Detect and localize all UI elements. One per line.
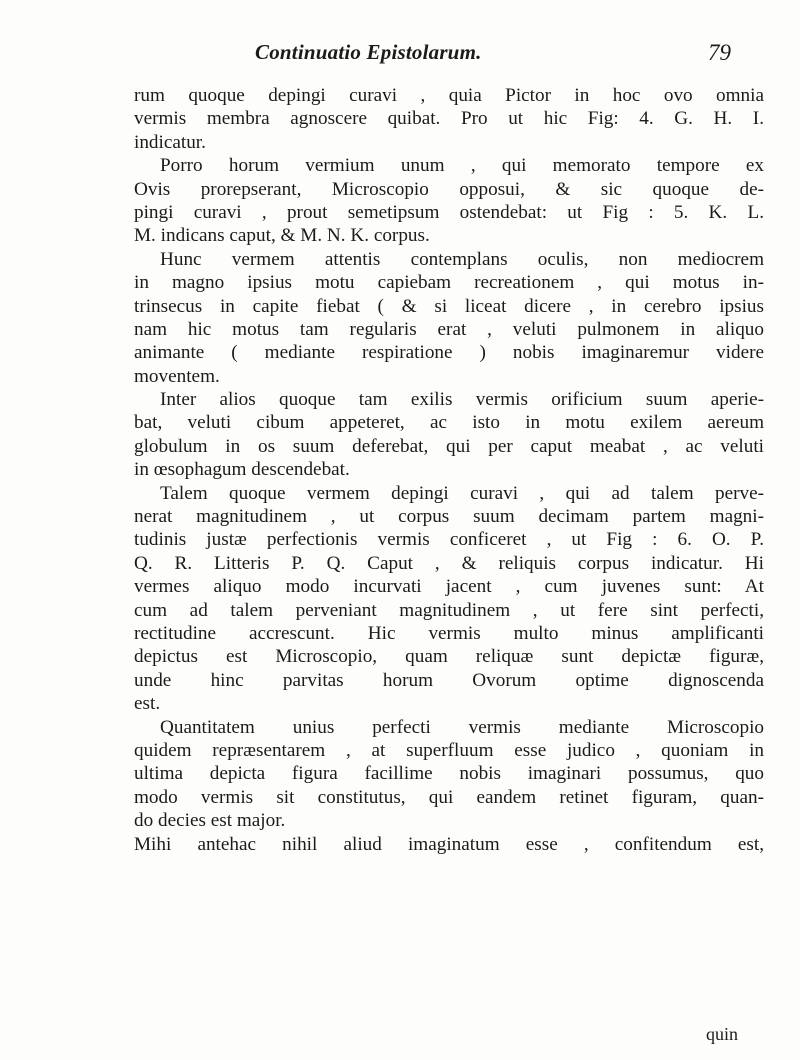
text-line: in magno ipsius motu capiebam recreationem , qui motus in- bbox=[134, 272, 764, 294]
running-head bbox=[0, 40, 800, 80]
text-line: rectitudine accrescunt. Hic vermis multo minus amplificanti bbox=[134, 622, 764, 644]
text-line: in œsophagum descendebat. bbox=[134, 459, 350, 481]
text-line: est. bbox=[134, 693, 161, 715]
text-line: cum ad talem perveniant magnitudinem , ut fere sint perfecti, bbox=[134, 599, 764, 621]
text-line: vermes aliquo modo incurvati jacent , cum juvenes sunt: At bbox=[134, 576, 764, 598]
text-line: Hunc vermem attentis contemplans oculis, non mediocrem bbox=[160, 248, 764, 270]
catchword: quin bbox=[706, 1024, 739, 1044]
text-line: depictus est Microscopio, quam reliquæ sunt depictæ figuræ, bbox=[134, 646, 764, 668]
text-line: ultima depicta figura facillime nobis imaginari possumus, quo bbox=[134, 763, 764, 785]
running-title: Continuatio Epistolarum. bbox=[255, 40, 482, 64]
text-line: animante ( mediante respiratione ) nobis imaginaremur videre bbox=[134, 342, 764, 364]
text-line: vermis membra agnoscere quibat. Pro ut hic Fig: 4. G. H. I. bbox=[134, 108, 764, 130]
text-line: unde hinc parvitas horum Ovorum optime dignoscenda bbox=[134, 669, 764, 691]
text-line: Inter alios quoque tam exilis vermis orificium suum aperie- bbox=[160, 389, 764, 411]
text-line: nerat magnitudinem , ut corpus suum decimam partem magni- bbox=[134, 506, 764, 528]
text-line: bat, veluti cibum appeteret, ac isto in motu exilem aereum bbox=[134, 412, 764, 434]
page-number: 79 bbox=[708, 40, 731, 65]
text-line: quidem repræsentarem , at superfluum esse judico , quoniam in bbox=[134, 739, 764, 761]
text-line: indicatur. bbox=[134, 131, 206, 153]
text-line: nam hic motus tam regularis erat , veluti pulmonem in aliquo bbox=[134, 318, 764, 340]
text-line: M. indicans caput, & M. N. K. corpus. bbox=[134, 225, 430, 247]
text-line: rum quoque depingi curavi , quia Pictor in hoc ovo omnia bbox=[134, 85, 764, 106]
text-line: globulum in os suum deferebat, qui per caput meabat , ac veluti bbox=[134, 435, 764, 457]
text-line: modo vermis sit constitutus, qui eandem retinet figuram, quan- bbox=[134, 786, 764, 808]
text-line: do decies est major. bbox=[134, 810, 286, 832]
text-line: Talem quoque vermem depingi curavi , qui ad talem perve- bbox=[160, 482, 764, 504]
body-text bbox=[134, 84, 764, 856]
text-line: Mihi antehac nihil aliud imaginatum esse , confitendum est, bbox=[134, 833, 764, 855]
text-line: Q. R. Litteris P. Q. Caput , & reliquis corpus indicatur. Hi bbox=[134, 552, 764, 574]
text-line: Porro horum vermium unum , qui memorato tempore ex bbox=[160, 155, 764, 177]
text-line: moventem. bbox=[134, 365, 220, 387]
text-line: pingi curavi , prout semetipsum ostendebat: ut Fig : 5. K. L. bbox=[134, 201, 764, 223]
text-line: tudinis justæ perfectionis vermis conficeret , ut Fig : 6. O. P. bbox=[134, 529, 764, 551]
text-line: Ovis prorepserant, Microscopio opposui, & sic quoque de- bbox=[134, 178, 764, 200]
text-line: trinsecus in capite fiebat ( & si liceat dicere , in cerebro ipsius bbox=[134, 295, 764, 317]
text-line: Quantitatem unius perfecti vermis mediante Microscopio bbox=[160, 716, 764, 738]
